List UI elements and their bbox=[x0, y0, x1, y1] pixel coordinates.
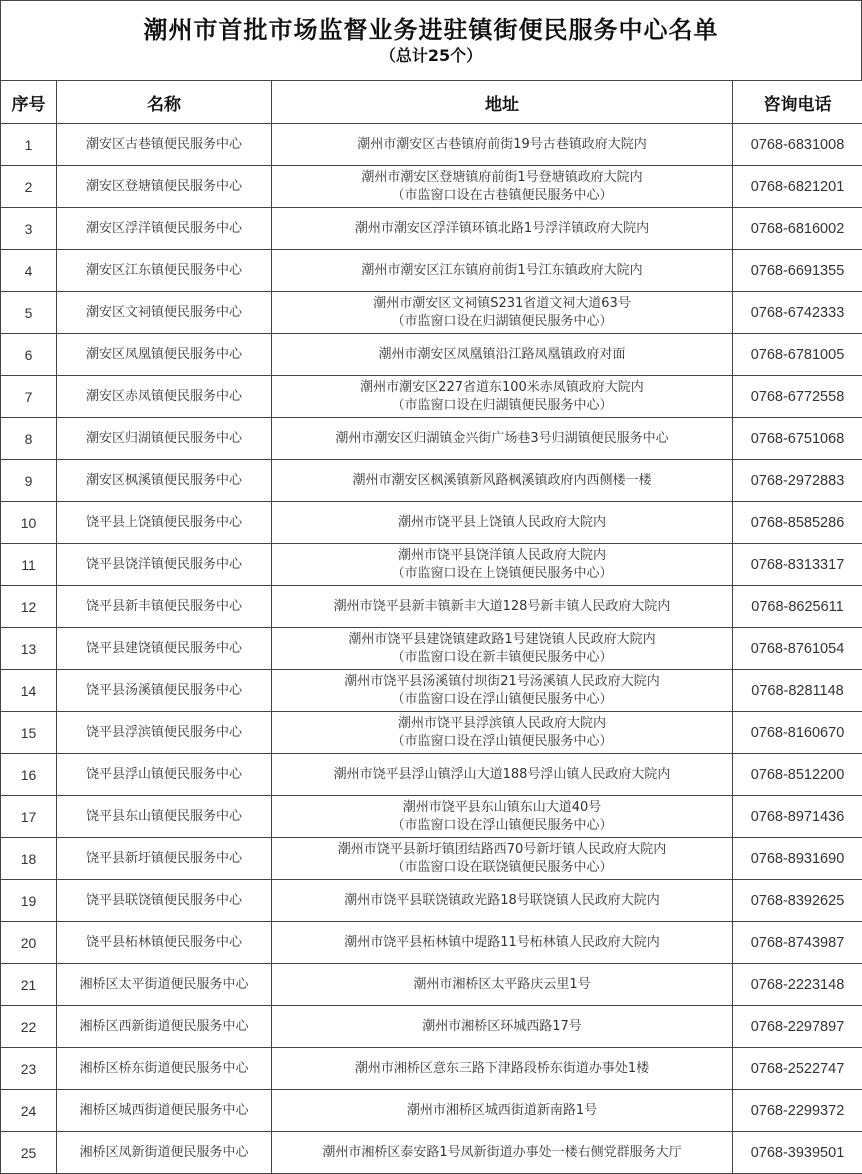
service-center-address bbox=[272, 796, 733, 838]
address-line: 潮州市潮安区浮洋镇环镇北路1号浮洋镇政府大院内 bbox=[272, 220, 732, 238]
service-center-table bbox=[0, 80, 862, 1174]
service-center-address bbox=[272, 208, 733, 250]
consult-phone: 0768-8761054 bbox=[733, 628, 862, 670]
header-address: 地址 bbox=[272, 81, 733, 124]
address-line: 潮州市饶平县汤溪镇付坝街21号汤溪镇人民政府大院内 bbox=[272, 673, 732, 691]
row-index: 19 bbox=[1, 880, 57, 922]
address-line: 潮州市饶平县新丰镇新丰大道128号新丰镇人民政府大院内 bbox=[272, 598, 732, 616]
address-line: 潮州市潮安区227省道东100米赤凤镇政府大院内 bbox=[272, 379, 732, 397]
address-line: 潮州市饶平县浮山镇浮山大道188号浮山镇人民政府大院内 bbox=[272, 766, 732, 784]
service-center-name: 湘桥区太平街道便民服务中心 bbox=[57, 964, 272, 1006]
service-center-address bbox=[272, 1048, 733, 1090]
row-index: 13 bbox=[1, 628, 57, 670]
address-line: 潮州市饶平县东山镇东山大道40号 bbox=[272, 799, 732, 817]
service-center-name: 饶平县柘林镇便民服务中心 bbox=[57, 922, 272, 964]
table-row bbox=[1, 1006, 862, 1048]
address-line: 潮州市潮安区古巷镇府前街19号古巷镇政府大院内 bbox=[272, 136, 732, 154]
consult-phone: 0768-2299372 bbox=[733, 1090, 862, 1132]
consult-phone: 0768-8281148 bbox=[733, 670, 862, 712]
address-line: （市监窗口设在浮山镇便民服务中心） bbox=[272, 817, 732, 835]
service-center-address bbox=[272, 670, 733, 712]
table-row bbox=[1, 1048, 862, 1090]
service-center-name: 潮安区江东镇便民服务中心 bbox=[57, 250, 272, 292]
service-center-address bbox=[272, 1090, 733, 1132]
service-center-address bbox=[272, 250, 733, 292]
table-row bbox=[1, 712, 862, 754]
document-subtitle: （总计25个） bbox=[1, 45, 861, 67]
row-index: 17 bbox=[1, 796, 57, 838]
service-center-name: 潮安区浮洋镇便民服务中心 bbox=[57, 208, 272, 250]
row-index: 7 bbox=[1, 376, 57, 418]
service-center-name: 湘桥区城西街道便民服务中心 bbox=[57, 1090, 272, 1132]
service-center-name: 潮安区归湖镇便民服务中心 bbox=[57, 418, 272, 460]
service-center-name: 潮安区文祠镇便民服务中心 bbox=[57, 292, 272, 334]
table-row bbox=[1, 460, 862, 502]
address-line: （市监窗口设在浮山镇便民服务中心） bbox=[272, 691, 732, 709]
address-line: 潮州市潮安区登塘镇府前街1号登塘镇政府大院内 bbox=[272, 169, 732, 187]
row-index: 6 bbox=[1, 334, 57, 376]
row-index: 10 bbox=[1, 502, 57, 544]
consult-phone: 0768-8313317 bbox=[733, 544, 862, 586]
title-block bbox=[0, 0, 862, 80]
table-row bbox=[1, 922, 862, 964]
service-center-name: 湘桥区桥东街道便民服务中心 bbox=[57, 1048, 272, 1090]
header-index: 序号 bbox=[1, 81, 57, 124]
address-line: （市监窗口设在浮山镇便民服务中心） bbox=[272, 733, 732, 751]
row-index: 16 bbox=[1, 754, 57, 796]
consult-phone: 0768-2297897 bbox=[733, 1006, 862, 1048]
service-center-address bbox=[272, 586, 733, 628]
address-line: 潮州市饶平县建饶镇建政路1号建饶镇人民政府大院内 bbox=[272, 631, 732, 649]
table-row bbox=[1, 166, 862, 208]
row-index: 20 bbox=[1, 922, 57, 964]
address-line: 潮州市饶平县柘林镇中堤路11号柘林镇人民政府大院内 bbox=[272, 934, 732, 952]
row-index: 14 bbox=[1, 670, 57, 712]
table-row bbox=[1, 292, 862, 334]
address-line: （市监窗口设在新丰镇便民服务中心） bbox=[272, 649, 732, 667]
service-center-address bbox=[272, 124, 733, 166]
table-row bbox=[1, 964, 862, 1006]
row-index: 12 bbox=[1, 586, 57, 628]
service-center-address bbox=[272, 922, 733, 964]
consult-phone: 0768-6816002 bbox=[733, 208, 862, 250]
row-index: 22 bbox=[1, 1006, 57, 1048]
consult-phone: 0768-8512200 bbox=[733, 754, 862, 796]
service-center-name: 潮安区赤凤镇便民服务中心 bbox=[57, 376, 272, 418]
consult-phone: 0768-6742333 bbox=[733, 292, 862, 334]
table-row bbox=[1, 208, 862, 250]
service-center-address bbox=[272, 502, 733, 544]
row-index: 24 bbox=[1, 1090, 57, 1132]
service-center-name: 湘桥区西新街道便民服务中心 bbox=[57, 1006, 272, 1048]
consult-phone: 0768-8743987 bbox=[733, 922, 862, 964]
address-line: 潮州市潮安区江东镇府前街1号江东镇政府大院内 bbox=[272, 262, 732, 280]
consult-phone: 0768-6781005 bbox=[733, 334, 862, 376]
document-title: 潮州市首批市场监督业务进驻镇街便民服务中心名单 bbox=[1, 1, 861, 45]
address-line: （市监窗口设在古巷镇便民服务中心） bbox=[272, 187, 732, 205]
address-line: （市监窗口设在联饶镇便民服务中心） bbox=[272, 859, 732, 877]
service-center-address bbox=[272, 1006, 733, 1048]
table-row bbox=[1, 544, 862, 586]
service-center-name: 饶平县新丰镇便民服务中心 bbox=[57, 586, 272, 628]
address-line: 潮州市湘桥区城西街道新南路1号 bbox=[272, 1102, 732, 1120]
consult-phone: 0768-3939501 bbox=[733, 1132, 862, 1174]
consult-phone: 0768-8585286 bbox=[733, 502, 862, 544]
table-row bbox=[1, 124, 862, 166]
consult-phone: 0768-8625611 bbox=[733, 586, 862, 628]
address-line: 潮州市湘桥区意东三路下津路段桥东街道办事处1楼 bbox=[272, 1060, 732, 1078]
service-center-address bbox=[272, 166, 733, 208]
address-line: 潮州市饶平县浮滨镇人民政府大院内 bbox=[272, 715, 732, 733]
consult-phone: 0768-2972883 bbox=[733, 460, 862, 502]
address-line: 潮州市潮安区凤凰镇沿江路凤凰镇政府对面 bbox=[272, 346, 732, 364]
row-index: 5 bbox=[1, 292, 57, 334]
service-center-name: 饶平县新圩镇便民服务中心 bbox=[57, 838, 272, 880]
table-row bbox=[1, 628, 862, 670]
table-row bbox=[1, 1132, 862, 1174]
address-line: 潮州市湘桥区太平路庆云里1号 bbox=[272, 976, 732, 994]
address-line: 潮州市饶平县联饶镇政光路18号联饶镇人民政府大院内 bbox=[272, 892, 732, 910]
table-row bbox=[1, 838, 862, 880]
consult-phone: 0768-2522747 bbox=[733, 1048, 862, 1090]
service-center-name: 饶平县浮滨镇便民服务中心 bbox=[57, 712, 272, 754]
table-body bbox=[1, 124, 862, 1174]
service-center-address bbox=[272, 964, 733, 1006]
address-line: 潮州市湘桥区环城西路17号 bbox=[272, 1018, 732, 1036]
row-index: 9 bbox=[1, 460, 57, 502]
consult-phone: 0768-2223148 bbox=[733, 964, 862, 1006]
service-center-name: 饶平县建饶镇便民服务中心 bbox=[57, 628, 272, 670]
row-index: 25 bbox=[1, 1132, 57, 1174]
table-row bbox=[1, 754, 862, 796]
table-row bbox=[1, 418, 862, 460]
service-center-name: 饶平县饶洋镇便民服务中心 bbox=[57, 544, 272, 586]
service-center-address bbox=[272, 544, 733, 586]
table-row bbox=[1, 1090, 862, 1132]
service-center-address bbox=[272, 376, 733, 418]
address-line: 潮州市饶平县饶洋镇人民政府大院内 bbox=[272, 547, 732, 565]
consult-phone: 0768-6831008 bbox=[733, 124, 862, 166]
consult-phone: 0768-6751068 bbox=[733, 418, 862, 460]
service-center-address bbox=[272, 628, 733, 670]
service-center-name: 潮安区凤凰镇便民服务中心 bbox=[57, 334, 272, 376]
address-line: （市监窗口设在上饶镇便民服务中心） bbox=[272, 565, 732, 583]
row-index: 11 bbox=[1, 544, 57, 586]
table-row bbox=[1, 334, 862, 376]
service-center-address bbox=[272, 754, 733, 796]
row-index: 3 bbox=[1, 208, 57, 250]
address-line: 潮州市潮安区归湖镇金兴街广场巷3号归湖镇便民服务中心 bbox=[272, 430, 732, 448]
row-index: 18 bbox=[1, 838, 57, 880]
address-line: （市监窗口设在归湖镇便民服务中心） bbox=[272, 397, 732, 415]
consult-phone: 0768-8931690 bbox=[733, 838, 862, 880]
service-center-name: 饶平县浮山镇便民服务中心 bbox=[57, 754, 272, 796]
service-center-address bbox=[272, 838, 733, 880]
consult-phone: 0768-6821201 bbox=[733, 166, 862, 208]
row-index: 15 bbox=[1, 712, 57, 754]
service-center-name: 潮安区登塘镇便民服务中心 bbox=[57, 166, 272, 208]
row-index: 2 bbox=[1, 166, 57, 208]
service-center-address bbox=[272, 334, 733, 376]
service-center-name: 湘桥区凤新街道便民服务中心 bbox=[57, 1132, 272, 1174]
address-line: 潮州市湘桥区泰安路1号凤新街道办事处一楼右侧党群服务大厅 bbox=[272, 1144, 732, 1162]
service-center-name: 饶平县汤溪镇便民服务中心 bbox=[57, 670, 272, 712]
address-line: （市监窗口设在归湖镇便民服务中心） bbox=[272, 313, 732, 331]
service-center-address bbox=[272, 1132, 733, 1174]
address-line: 潮州市潮安区文祠镇S231省道文祠大道63号 bbox=[272, 295, 732, 313]
table-header-row bbox=[1, 81, 862, 124]
consult-phone: 0768-6691355 bbox=[733, 250, 862, 292]
header-name: 名称 bbox=[57, 81, 272, 124]
service-center-name: 饶平县联饶镇便民服务中心 bbox=[57, 880, 272, 922]
service-center-address bbox=[272, 880, 733, 922]
table-row bbox=[1, 376, 862, 418]
table-row bbox=[1, 796, 862, 838]
table-row bbox=[1, 502, 862, 544]
address-line: 潮州市饶平县新圩镇团结路西70号新圩镇人民政府大院内 bbox=[272, 841, 732, 859]
service-center-address bbox=[272, 292, 733, 334]
service-center-address bbox=[272, 712, 733, 754]
table-row bbox=[1, 250, 862, 292]
consult-phone: 0768-8392625 bbox=[733, 880, 862, 922]
address-line: 潮州市潮安区枫溪镇新风路枫溪镇政府内西侧楼一楼 bbox=[272, 472, 732, 490]
row-index: 23 bbox=[1, 1048, 57, 1090]
service-center-address bbox=[272, 460, 733, 502]
service-center-name: 饶平县上饶镇便民服务中心 bbox=[57, 502, 272, 544]
row-index: 8 bbox=[1, 418, 57, 460]
table-row bbox=[1, 586, 862, 628]
header-phone: 咨询电话 bbox=[733, 81, 862, 124]
consult-phone: 0768-6772558 bbox=[733, 376, 862, 418]
service-center-name: 饶平县东山镇便民服务中心 bbox=[57, 796, 272, 838]
service-center-name: 潮安区古巷镇便民服务中心 bbox=[57, 124, 272, 166]
address-line: 潮州市饶平县上饶镇人民政府大院内 bbox=[272, 514, 732, 532]
consult-phone: 0768-8160670 bbox=[733, 712, 862, 754]
service-center-name: 潮安区枫溪镇便民服务中心 bbox=[57, 460, 272, 502]
row-index: 1 bbox=[1, 124, 57, 166]
service-center-address bbox=[272, 418, 733, 460]
row-index: 4 bbox=[1, 250, 57, 292]
table-row bbox=[1, 880, 862, 922]
consult-phone: 0768-8971436 bbox=[733, 796, 862, 838]
table-row bbox=[1, 670, 862, 712]
row-index: 21 bbox=[1, 964, 57, 1006]
